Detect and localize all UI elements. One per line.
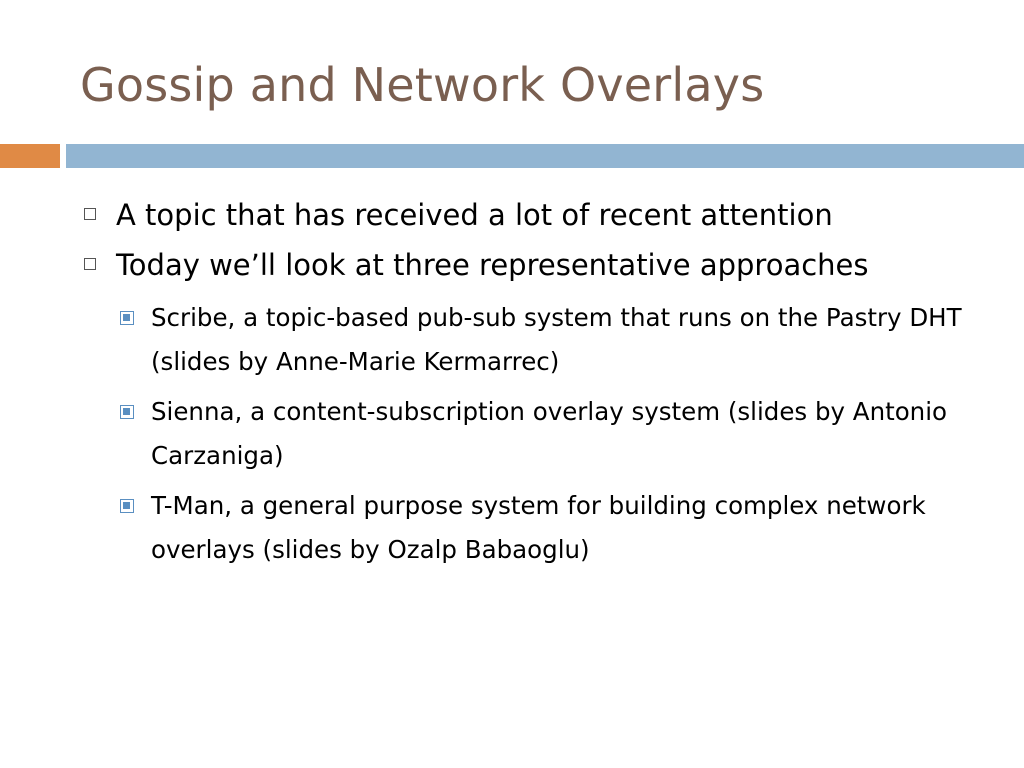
sub-bullet-text: T-Man, a general purpose system for building complex network overlays (slides by Ozalp Babaoglu)	[151, 491, 926, 564]
sub-bullet-item-scribe	[120, 296, 984, 384]
sub-bullet-item-sienna	[120, 390, 984, 478]
bullet-item-representative-approaches	[84, 240, 984, 290]
filled-square-bullet-icon	[120, 499, 134, 513]
title-accent-bar	[0, 144, 60, 168]
title-divider-bar	[66, 144, 1024, 168]
sub-bullet-item-t-man	[120, 484, 984, 572]
bullet-text: Today we’ll look at three representative approaches	[116, 248, 869, 282]
bullet-item-topic-attention	[84, 190, 984, 240]
slide-title: Gossip and Network Overlays	[80, 58, 765, 112]
sub-bullet-text: Scribe, a topic-based pub-sub system that runs on the Pastry DHT (slides by Anne-Marie Kermarrec)	[151, 303, 962, 376]
sub-bullet-list	[84, 296, 984, 572]
slide-content	[84, 190, 984, 572]
sub-bullet-text: Sienna, a content-subscription overlay system (slides by Antonio Carzaniga)	[151, 397, 948, 470]
filled-square-bullet-icon	[120, 311, 134, 325]
bullet-text: A topic that has received a lot of recent attention	[116, 198, 833, 232]
hollow-square-bullet-icon	[84, 258, 96, 270]
hollow-square-bullet-icon	[84, 208, 96, 220]
filled-square-bullet-icon	[120, 405, 134, 419]
